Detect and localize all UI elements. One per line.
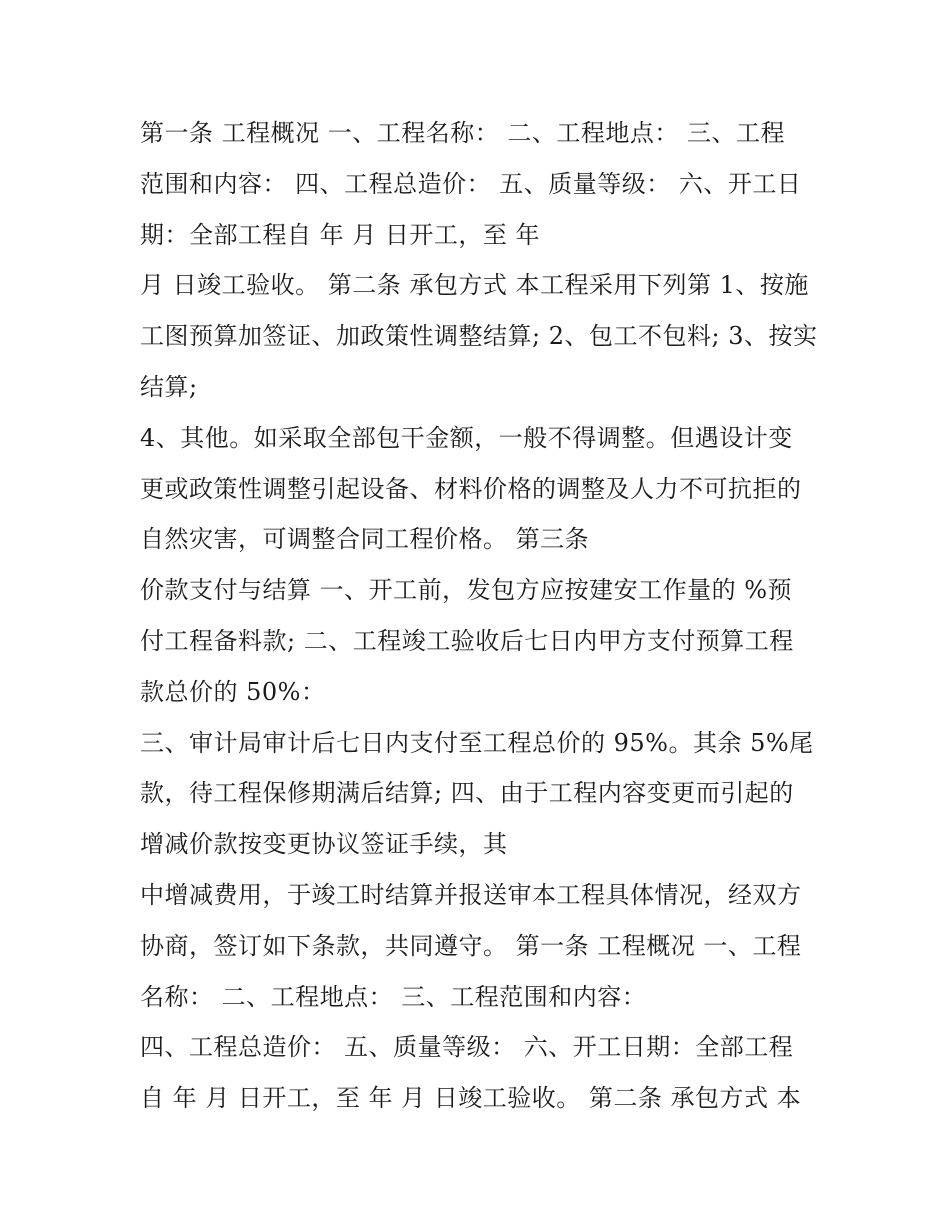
text-line: 四、工程总造价： 五、质量等级： 六、开工日期：全部工程 (140, 1033, 794, 1062)
text-line: 月 日竣工验收。 第二条 承包方式 本工程采用下列第 1、按施 (140, 271, 809, 300)
text-line: 协商，签订如下条款，共同遵守。 第一条 工程概况 一、工程 (140, 931, 802, 960)
text-line: 期：全部工程自 年 月 日开工，至 年 (140, 220, 541, 249)
text-line: 第一条 工程概况 一、工程名称： 二、工程地点： 三、工程 (140, 119, 786, 147)
text-line: 付工程备料款; 二、工程竣工验收后七日内甲方支付预算工程 (140, 626, 794, 655)
text-line: 范围和内容： 四、工程总造价： 五、质量等级： 六、开工日 (140, 169, 802, 198)
text-line: 三、审计局审计后七日内支付至工程总价的 95%。其余 5%尾 (140, 728, 814, 757)
text-line: 价款支付与结算 一、开工前，发包方应按建安工作量的 %预 (140, 576, 793, 605)
text-line: 更或政策性调整引起设备、材料价格的调整及人力不可抗拒的 (140, 474, 802, 503)
text-line: 自然灾害，可调整合同工程价格。 第三条 (140, 525, 590, 554)
text-line: 结算; (140, 372, 198, 401)
text-line: 款总价的 50%： (140, 677, 326, 706)
text-line: 增减价款按变更协议签证手续，其 (140, 830, 508, 859)
text-line: 款，待工程保修期满后结算; 四、由于工程内容变更而引起的 (140, 779, 794, 808)
text-line: 中增减费用，于竣工时结算并报送审本工程具体情况，经双方 (140, 880, 802, 909)
text-line: 自 年 月 日开工，至 年 月 日竣工验收。 第二条 承包方式 本 (140, 1084, 802, 1113)
text-line: 工图预算加签证、加政策性调整结算; 2、包工不包料; 3、按实 (140, 322, 818, 351)
document-body (140, 108, 820, 1124)
text-line: 名称： 二、工程地点： 三、工程范围和内容： (140, 982, 647, 1011)
text-line: 4、其他。如采取全部包干金额，一般不得调整。但遇设计变 (140, 423, 793, 452)
